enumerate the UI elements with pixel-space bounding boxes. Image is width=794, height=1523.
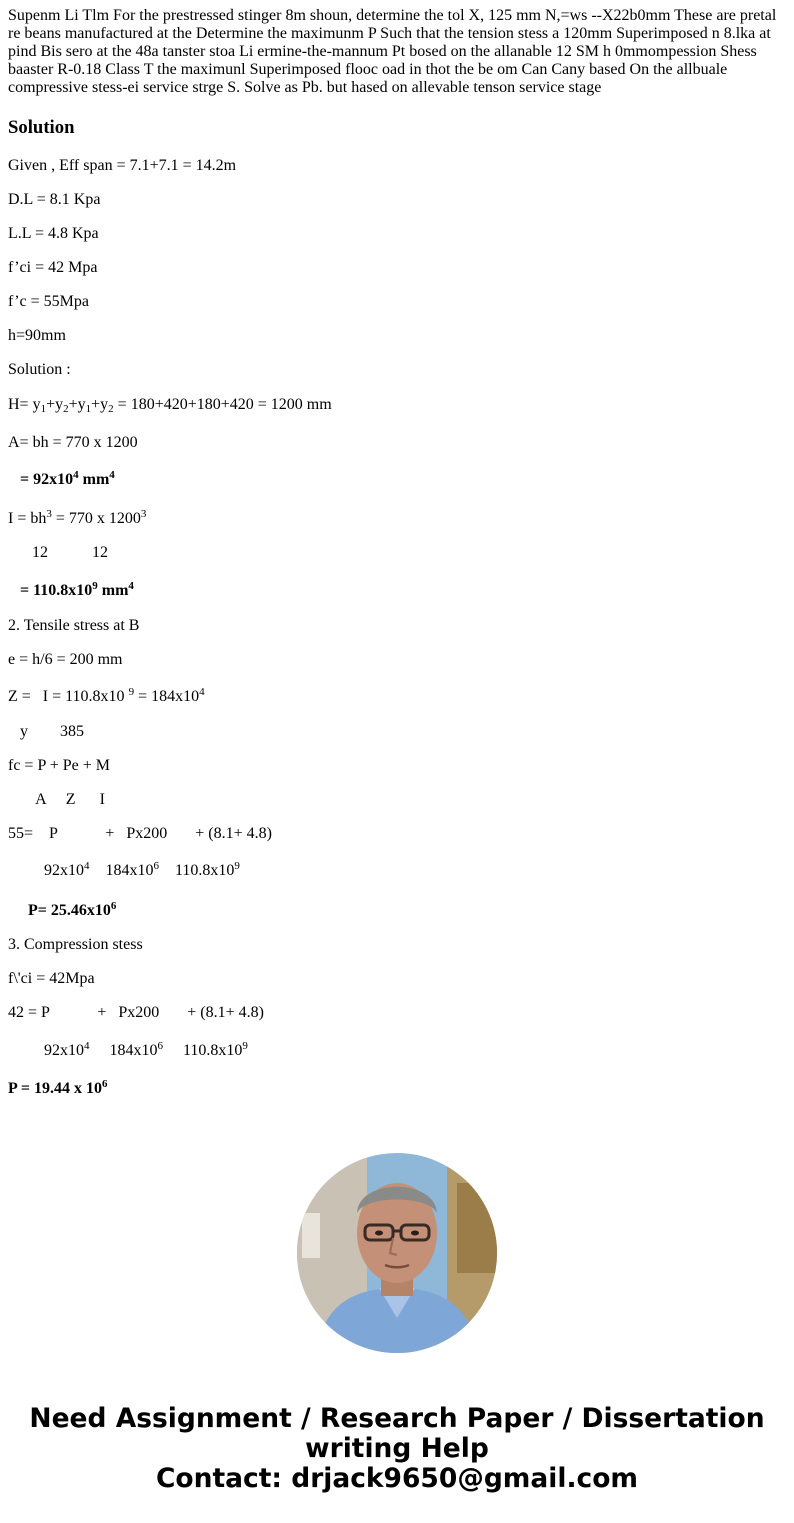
equation-42: 42 = P + Px200 + (8.1+ 4.8) <box>8 1004 264 1021</box>
fci-value-line: f\'ci = 42Mpa <box>8 970 95 987</box>
h-line: h=90mm <box>8 327 66 344</box>
prestress-result-2: P = 19.44 x $10^6$ <box>8 1078 108 1097</box>
height-equation: $H= y_1+y_2+y_1+y_2 = 180+420+180+420 = 1200$ mm <box>8 396 332 415</box>
inertia-equation: $I = bh^3 = 770$ x 1200$^3$ <box>8 508 147 527</box>
inertia-denominator: 12 12 <box>8 544 108 561</box>
section-modulus-denominator: y 385 <box>8 723 84 740</box>
person-portrait-icon <box>297 1153 497 1353</box>
dead-load-line: D.L = 8.1 Kpa <box>8 191 101 208</box>
compression-stress-heading: 3. Compression stess <box>8 936 143 953</box>
promo-banner <box>0 1404 794 1494</box>
solution-heading: Solution <box>8 117 75 138</box>
stress-formula: fc = P + Pe + M <box>8 757 111 774</box>
fc-line: f’c = 55Mpa <box>8 293 89 310</box>
section-modulus-equation: Z = I = 110.8x10 $^9 = 184x10^4$ <box>8 686 205 705</box>
banner-line-1: Need Assignment / Research Paper / Dissertation <box>29 1403 765 1434</box>
area-equation: A= bh = 770 x 1200 <box>8 434 138 451</box>
tensile-stress-heading: 2. Tensile stress at B <box>8 617 140 634</box>
banner-contact: Contact: drjack9650@gmail.com <box>155 1463 639 1494</box>
equation-55-denominator: $92x10^4$ $184x10^6$ $110.8x10^9$ <box>8 860 240 879</box>
fci-line: f’ci = 42 Mpa <box>8 259 98 276</box>
inertia-result: = $110.8x10^9$ $mm^4$ <box>8 580 134 599</box>
prestress-result-1: $P= 25.46x10^6$ <box>8 900 117 919</box>
live-load-line: L.L = 4.8 Kpa <box>8 225 99 242</box>
stress-formula-denominator: A Z I <box>8 791 105 808</box>
solution-label: Solution : <box>8 361 71 378</box>
equation-42-denominator: $92x10^4$ $184x10^6$ $110.8x10^9$ <box>8 1040 248 1059</box>
equation-55: 55= P + Px200 + (8.1+ 4.8) <box>8 825 272 842</box>
area-result: = $92x10^4$ $mm^4$ <box>8 469 115 488</box>
eccentricity-line: e = h/6 = 200 mm <box>8 651 123 668</box>
given-line: Given , Eff span = 7.1+7.1 = 14.2m <box>8 157 237 174</box>
banner-line-2: writing Help <box>305 1433 489 1464</box>
question-text: Supenm Li Tlm For the prestressed stinger 8m shoun, determine the tol X, 125 mm N,=ws --X22b0mm These are pretal re beans manufactured at the Determine the maximunm P Such that the tension stess a 120mm Superimposed n 8.lka at pind Bis sero at the 48a tanster stoa Li ermine-the-mannum Pt bosed on the allanable 12 SM h 0mmompession Shess baaster R-0.18 Class T the maximunl Superimposed flooc oad in thot the be om Can Cany based On the allbuale compressive stess-ei service strge S. Solve as Pb. but hased on allevable tenson service stage <box>8 7 777 96</box>
answer-content <box>8 0 786 139</box>
tutor-avatar <box>297 1153 497 1353</box>
